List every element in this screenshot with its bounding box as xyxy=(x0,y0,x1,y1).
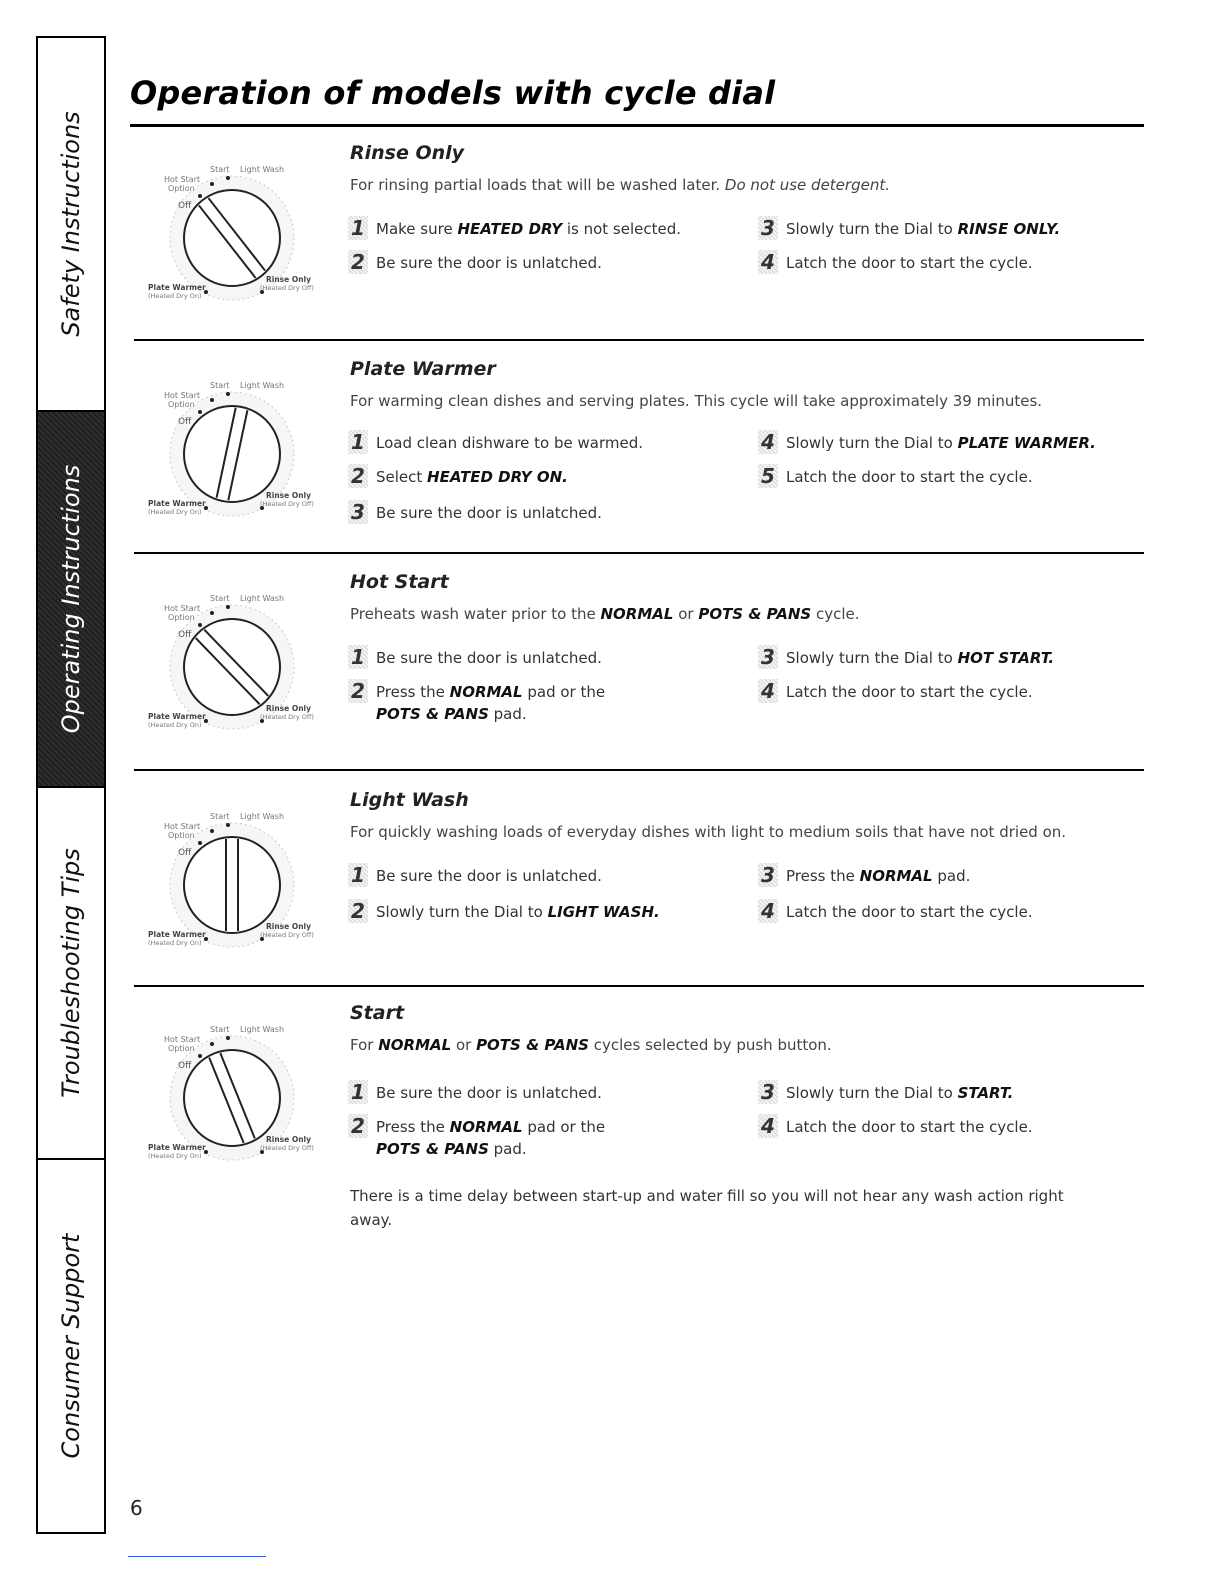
dial-knob xyxy=(184,619,280,715)
step-number: 2 xyxy=(348,250,368,274)
cycle-dial-illustration xyxy=(142,142,338,326)
dial-lightwash-label: Light Wash xyxy=(240,812,285,821)
step-number: 1 xyxy=(348,645,368,669)
dial-hotstart-label: Hot Start xyxy=(164,175,201,184)
section-title: Rinse Only xyxy=(350,142,465,164)
step: 4 Latch the door to start the cycle. xyxy=(758,252,1138,274)
tab-safety-instructions[interactable] xyxy=(38,38,104,412)
section-title: Hot Start xyxy=(350,571,449,593)
tab-label: Troubleshooting Tips xyxy=(57,848,85,1098)
dial-hotstart-label: Hot Start xyxy=(164,822,201,831)
dial-platewarmer-label: Plate Warmer xyxy=(148,930,206,939)
dial-hotstart-label: Hot Start xyxy=(164,1035,201,1044)
dial-rinseonly-label: Rinse Only xyxy=(266,491,312,500)
dial-rinseonly-sub: (Heated Dry Off) xyxy=(260,500,314,508)
dial-start-label: Start xyxy=(210,381,230,390)
step-number: 3 xyxy=(758,1080,778,1104)
section-title: Light Wash xyxy=(350,789,469,811)
dial-platewarmer-sub: (Heated Dry On) xyxy=(148,721,202,729)
steps xyxy=(348,216,1138,346)
dial-lightwash-label: Light Wash xyxy=(240,1025,285,1034)
step-number: 3 xyxy=(758,863,778,887)
dial-platewarmer-sub: (Heated Dry On) xyxy=(148,508,202,516)
step-number: 4 xyxy=(758,430,778,454)
section-description: For warming clean dishes and serving plates. This cycle will take approximately 39 minutes. xyxy=(350,392,1043,410)
cycle-dial-illustration xyxy=(142,1002,338,1186)
cycle-dial-illustration xyxy=(142,789,338,973)
section-hot-start xyxy=(134,571,1144,767)
step-number: 1 xyxy=(348,216,368,240)
cycle-dial-illustration xyxy=(142,571,338,755)
step-number: 4 xyxy=(758,899,778,923)
section-rinse-only xyxy=(134,142,1144,338)
tab-troubleshooting-tips[interactable] xyxy=(38,788,104,1160)
step-number: 5 xyxy=(758,464,778,488)
dial-start-label: Start xyxy=(210,594,230,603)
dial-rinseonly-sub: (Heated Dry Off) xyxy=(260,284,314,292)
step: 2 Select HEATED DRY ON. xyxy=(348,466,728,488)
dial-off-label: Off xyxy=(178,630,192,640)
page-number: 6 xyxy=(130,1496,143,1520)
step-number: 3 xyxy=(758,645,778,669)
section-description: Preheats wash water prior to the NORMAL or POTS & PANS cycle. xyxy=(350,605,860,623)
step-number: 2 xyxy=(348,1114,368,1138)
dial-platewarmer-sub: (Heated Dry On) xyxy=(148,939,202,947)
dial-knob xyxy=(184,837,280,933)
step: 1 Be sure the door is unlatched. xyxy=(348,1082,728,1104)
side-tab-strip xyxy=(36,36,106,1534)
step: 2 Slowly turn the Dial to LIGHT WASH. xyxy=(348,901,728,923)
dial-rinseonly-sub: (Heated Dry Off) xyxy=(260,1144,314,1152)
dial-lightwash-label: Light Wash xyxy=(240,165,285,174)
step: 3 Slowly turn the Dial to HOT START. xyxy=(758,647,1138,669)
section-description: For NORMAL or POTS & PANS cycles selected by push button. xyxy=(350,1036,832,1054)
dial-option-label: Option xyxy=(168,831,195,840)
dial-start-label: Start xyxy=(210,165,230,174)
step: 2 Press the NORMAL pad or the POTS & PANS pad. xyxy=(348,1116,728,1160)
step-number: 2 xyxy=(348,899,368,923)
step-number: 2 xyxy=(348,679,368,703)
dial-rinseonly-label: Rinse Only xyxy=(266,704,312,713)
dial-platewarmer-label: Plate Warmer xyxy=(148,499,206,508)
step: 4 Latch the door to start the cycle. xyxy=(758,901,1138,923)
dial-rinseonly-sub: (Heated Dry Off) xyxy=(260,713,314,721)
step-number: 4 xyxy=(758,679,778,703)
step: 1 Be sure the door is unlatched. xyxy=(348,647,728,669)
tab-label: Consumer Support xyxy=(57,1233,85,1459)
dial-hotstart-label: Hot Start xyxy=(164,391,201,400)
section-plate-warmer xyxy=(134,358,1144,548)
dial-off-label: Off xyxy=(178,417,192,427)
dial-off-label: Off xyxy=(178,201,192,211)
dial-option-label: Option xyxy=(168,613,195,622)
step: 2 Press the NORMAL pad or the POTS & PANS pad. xyxy=(348,681,728,725)
step-number: 2 xyxy=(348,464,368,488)
dial-platewarmer-label: Plate Warmer xyxy=(148,712,206,721)
tab-label: Safety Instructions xyxy=(57,111,85,337)
step-number: 1 xyxy=(348,430,368,454)
step: 5 Latch the door to start the cycle. xyxy=(758,466,1138,488)
step: 3 Be sure the door is unlatched. xyxy=(348,502,728,524)
step: 1 Load clean dishware to be warmed. xyxy=(348,432,728,454)
section-light-wash xyxy=(134,789,1144,983)
step: 1 Make sure HEATED DRY is not selected. xyxy=(348,218,728,240)
dial-rinseonly-label: Rinse Only xyxy=(266,275,312,284)
dial-option-label: Option xyxy=(168,400,195,409)
tab-consumer-support[interactable] xyxy=(38,1160,104,1532)
dial-knob xyxy=(184,190,280,286)
dial-lightwash-label: Light Wash xyxy=(240,381,285,390)
tab-label: Operating Instructions xyxy=(57,464,85,734)
step: 3 Press the NORMAL pad. xyxy=(758,865,1138,887)
dial-lightwash-label: Light Wash xyxy=(240,594,285,603)
steps xyxy=(348,432,1138,562)
page-title: Operation of models with cycle dial xyxy=(130,74,776,112)
time-delay-note: There is a time delay between start-up and water fill so you will not hear any wash action right away. xyxy=(350,1187,1064,1229)
dial-platewarmer-sub: (Heated Dry On) xyxy=(148,1152,202,1160)
section-title: Start xyxy=(350,1002,405,1024)
dial-platewarmer-sub: (Heated Dry On) xyxy=(148,292,202,300)
dial-hotstart-label: Hot Start xyxy=(164,604,201,613)
dial-option-label: Option xyxy=(168,1044,195,1053)
step: 1 Be sure the door is unlatched. xyxy=(348,865,728,887)
title-divider xyxy=(130,124,1144,127)
section-start xyxy=(134,1002,1144,1178)
step-number: 4 xyxy=(758,1114,778,1138)
dial-start-label: Start xyxy=(210,812,230,821)
dial-off-label: Off xyxy=(178,848,192,858)
step: 4 Latch the door to start the cycle. xyxy=(758,681,1138,703)
section-description: For quickly washing loads of everyday dishes with light to medium soils that have not dried on. xyxy=(350,823,1067,841)
step-number: 3 xyxy=(348,500,368,524)
tab-operating-instructions[interactable] xyxy=(38,412,104,788)
step-number: 1 xyxy=(348,863,368,887)
section-title: Plate Warmer xyxy=(350,358,496,380)
dial-start-label: Start xyxy=(210,1025,230,1034)
dial-rinseonly-label: Rinse Only xyxy=(266,1135,312,1144)
section-description: For rinsing partial loads that will be washed later. Do not use detergent. xyxy=(350,176,890,194)
dial-platewarmer-label: Plate Warmer xyxy=(148,283,206,292)
dial-off-label: Off xyxy=(178,1061,192,1071)
dial-option-label: Option xyxy=(168,184,195,193)
step: 4 Latch the door to start the cycle. xyxy=(758,1116,1138,1138)
dial-knob xyxy=(184,1050,280,1146)
step-number: 4 xyxy=(758,250,778,274)
step-number: 1 xyxy=(348,1080,368,1104)
step: 2 Be sure the door is unlatched. xyxy=(348,252,728,274)
dial-platewarmer-label: Plate Warmer xyxy=(148,1143,206,1152)
step: 3 Slowly turn the Dial to RINSE ONLY. xyxy=(758,218,1138,240)
cycle-dial-illustration xyxy=(142,358,338,542)
dial-rinseonly-label: Rinse Only xyxy=(266,922,312,931)
steps xyxy=(348,863,1138,993)
footer-rule xyxy=(128,1556,266,1557)
step-number: 3 xyxy=(758,216,778,240)
step: 3 Slowly turn the Dial to START. xyxy=(758,1082,1138,1104)
step: 4 Slowly turn the Dial to PLATE WARMER. xyxy=(758,432,1138,454)
dial-rinseonly-sub: (Heated Dry Off) xyxy=(260,931,314,939)
steps xyxy=(348,645,1138,775)
